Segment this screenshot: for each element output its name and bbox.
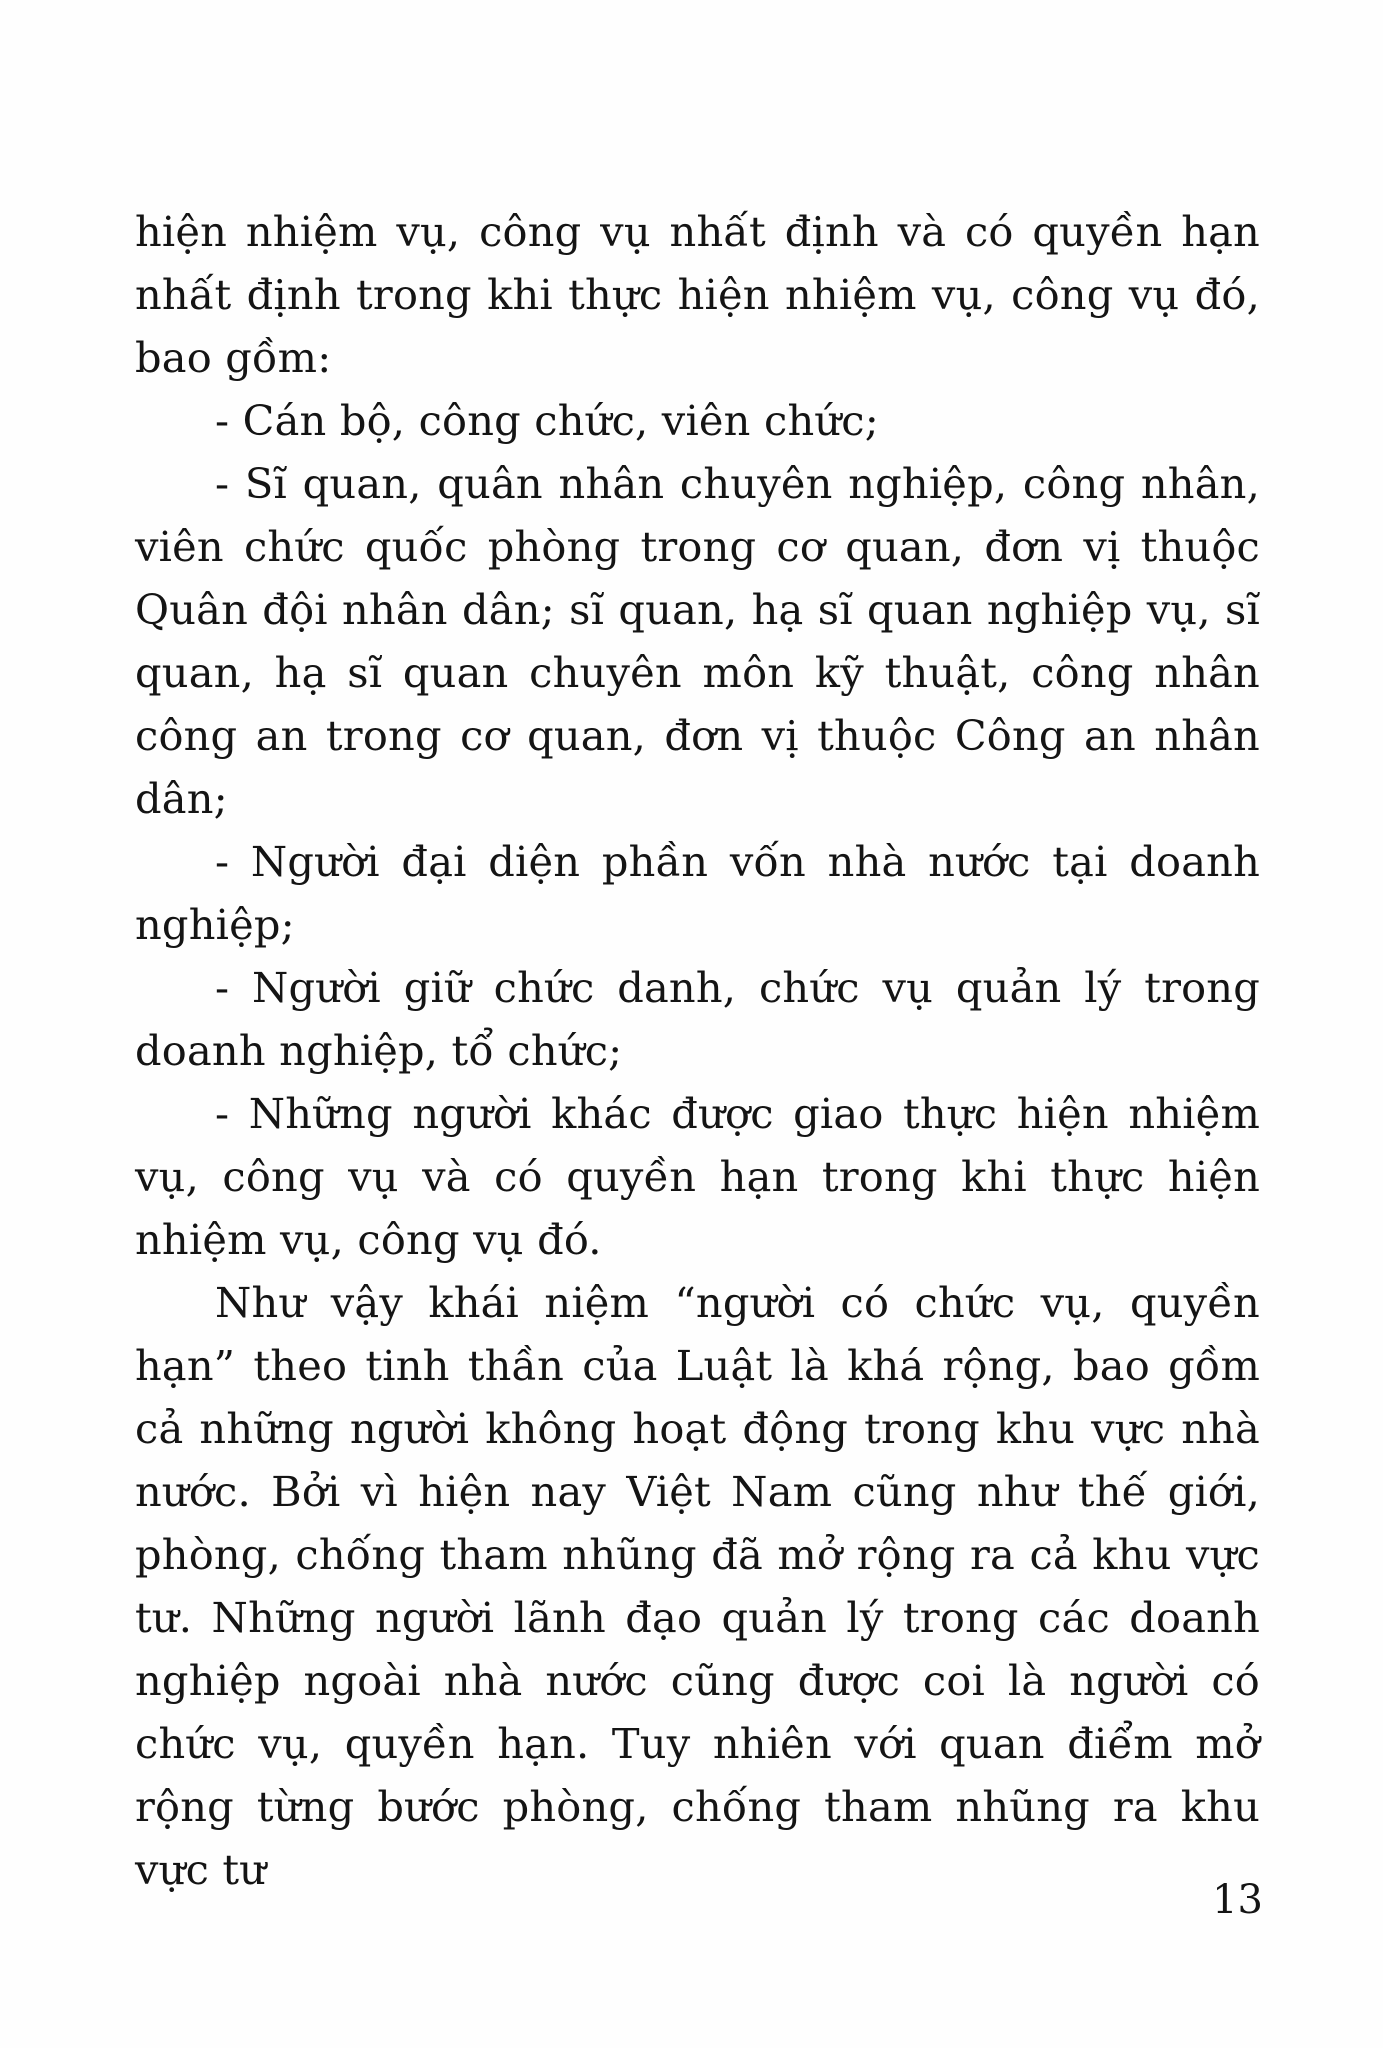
list-item-officials: - Cán bộ, công chức, viên chức; (215, 396, 879, 445)
list-item-state-capital-representative: - Người đại diện phần vốn nhà nước tại doanh nghiệp; (135, 837, 1260, 949)
page-number: 13 (1212, 1877, 1263, 1923)
body-text (135, 200, 1260, 1901)
paragraph-continuation: hiện nhiệm vụ, công vụ nhất định và có quyền hạn nhất định trong khi thực hiện nhiệm vụ, công vụ đó, bao gồm: (135, 207, 1260, 382)
paragraph-explanation: Như vậy khái niệm “người có chức vụ, quyền hạn” theo tinh thần của Luật là khá rộng, bao gồm cả những người không hoạt động trong khu vực nhà nước. Bởi vì hiện nay Việt Nam cũng như thế giới, phòng, chống tham nhũng đã mở rộng ra cả khu vực tư. Những người lãnh đạo quản lý trong các doanh nghiệp ngoài nhà nước cũng được coi là người có chức vụ, quyền hạn. Tuy nhiên với quan điểm mở rộng từng bước phòng, chống tham nhũng ra khu vực tư (135, 1278, 1260, 1894)
list-item-enterprise-managers: - Người giữ chức danh, chức vụ quản lý trong doanh nghiệp, tổ chức; (135, 963, 1260, 1075)
list-item-military-police: - Sĩ quan, quân nhân chuyên nghiệp, công nhân, viên chức quốc phòng trong cơ quan, đơn vị thuộc Quân đội nhân dân; sĩ quan, hạ sĩ quan nghiệp vụ, sĩ quan, hạ sĩ quan chuyên môn kỹ thuật, công nhân công an trong cơ quan, đơn vị thuộc Công an nhân dân; (135, 459, 1260, 823)
list-item-others: - Những người khác được giao thực hiện nhiệm vụ, công vụ và có quyền hạn trong khi thực hiện nhiệm vụ, công vụ đó. (135, 1089, 1260, 1264)
